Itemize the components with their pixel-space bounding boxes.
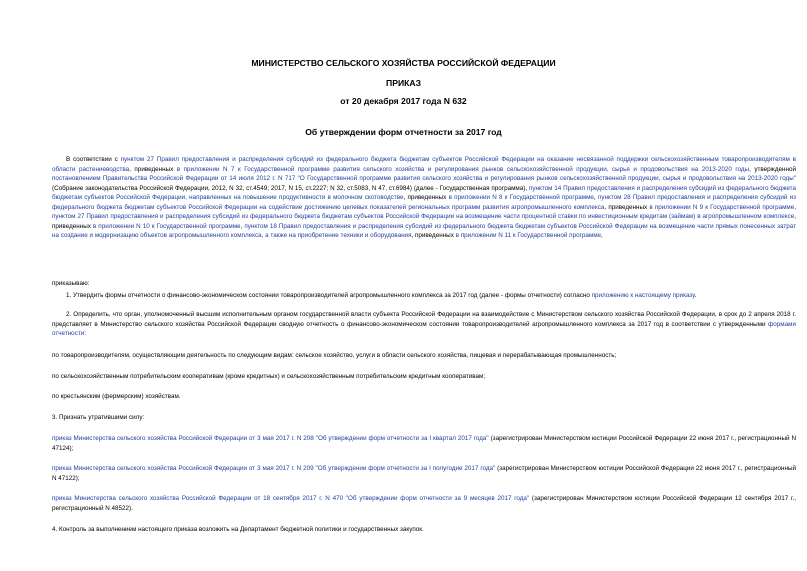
preamble-link[interactable]: в приложении N 11 к Государственной программе [455,232,602,239]
preamble-text: , [601,232,603,239]
preamble-link[interactable]: постановлением Правительства Российской Федерации от 14 июля 2012 г. N 717 "О Государственной программе развития сельского хозяйства и регулирования рынков сельскохозяйственной продукции, сырья и продовольствия на 2013-2020 годы" [52,175,796,182]
ministry-heading: МИНИСТЕРСТВО СЕЛЬСКОГО ХОЗЯЙСТВА РОССИЙСКОЙ ФЕДЕРАЦИИ [251,58,556,68]
preamble-text: (Собрание законодательства Российской Федерации, 2012, N 32, ст.4549; 2017, N 15, ст.2227; N 32, ст.5083, N 47, ст.6984) (далее - Государственная программа), [52,184,529,192]
preamble-text: В соответствии с [66,156,121,163]
preamble-text: , приведенных [403,194,449,201]
document-type: ПРИКАЗ [386,78,421,88]
preamble-link[interactable]: пунктом 14 Правил предоставления и распределения субсидий из федерального бюджета бюджетам субъектов Российской Федерации, направленных на повышение продуктивности в молочном скотоводстве [52,184,796,201]
preamble-text: , утвержденной [749,165,796,173]
preamble-link[interactable]: пунктом 27 Правил предоставления и распределения субсидий из федерального бюджета бюджетам субъектов Российской Федерации на возмещение части процентной ставки по инвестиционным кредитам (займам) в агропромышленном комплексе [52,213,795,220]
item-2-text: 2. Определить, что орган, уполномоченный высшим исполнительным органом государственной власти субъекта Российской Федерации на взаимодействие с Министерством сельского хозяйства Российской Федерации, в срок до 2 апреля 2018 г. представляет в Министерство сельского хозяйства Российской Федерации сводную отчетность о финансово-экономическом состоянии товаропроизводителей агропромышленного комплекса за 2017 год в соответствии с утвержденными [52,311,796,328]
repealed-order-item [52,464,796,483]
item-1-text: 1. Утвердить формы отчетности о финансово-экономическом состоянии товаропроизводителей агропромышленного комплекса за 2017 год (далее - формы отчетности) согласно [66,292,592,299]
repealed-order-details: (зарегистрирован Министерством юстиции Российской Федерации 22 июня 2017 г., регистрационный N 47122); [52,465,796,482]
preamble-link[interactable]: в приложении N 8 к Государственной программе [448,194,594,201]
repealed-order-details: (зарегистрирован Министерством юстиции Российской Федерации 22 июня 2017 г., регистрационный N 47124); [52,435,796,452]
repealed-order-item [52,434,796,453]
preamble-link[interactable]: пунктом 27 Правил предоставления и распределения субсидий из федерального бюджета бюджетам субъектов Российской Федерации на оказание несвязанной поддержки сельскохозяйственным товаропроизводителям в области растениеводства [52,156,797,173]
preamble-text: , [794,203,796,211]
preamble-text: , приведенных [411,232,456,239]
preamble-text: , [240,222,245,230]
repealed-order-link[interactable]: приказ Министерства сельского хозяйства Российской Федерации от 3 мая 2017 г. N 208 "Об утверждении форм отчетности за I квартал 2017 года" [52,435,489,442]
item-2-list-item: по товаропроизводителям, осуществляющим деятельность по следующим видам: сельское хозяйство, услуги в области сельского хозяйства, пищевая и перерабатывающая промышленность; [52,352,617,359]
preamble-paragraph [52,155,796,241]
document-title: Об утверждении форм отчетности за 2017 год [305,127,502,137]
report-forms-link[interactable]: формами отчетности [52,320,796,337]
appendix-link[interactable]: приложению к настоящему приказу [591,292,695,299]
preamble-link[interactable]: в приложении N 7 к Государственной программе развития сельского хозяйства и регулирования рынков сельскохозяйственной продукции, сырья и продовольствия на 2013-2020 годы [176,165,750,173]
order-word: приказываю: [52,280,90,287]
preamble-link[interactable]: пунктом 28 Правил предоставления и распределения субсидий из федерального бюджета бюджетам субъектов Российской Федерации на содействие достижению целевых показателей региональных программ развития агропромышленного комплекса [52,194,797,211]
preamble-text: , приведенных [52,213,796,230]
repealed-order-link[interactable]: приказ Министерства сельского хозяйства Российской Федерации от 3 мая 2017 г. N 209 "Об утверждении форм отчетности за I полугодие 2017 года" [52,465,496,472]
item-1-end: . [694,292,697,299]
repealed-order-item [52,494,796,513]
item-4: 4. Контроль за выполнением настоящего приказа возложить на Департамент бюджетной политики и государственных закупок. [52,526,424,533]
item-2-list-item: по крестьянским (фермерским) хозяйствам. [52,393,181,400]
preamble-text: , приведенных [129,165,177,173]
preamble-link[interactable]: пунктом 18 Правил предоставления и распределения субсидий из федерального бюджета бюджетам субъектов Российской Федерации на возмещение части прямых понесенных затрат на создание и модернизацию объектов агропромышленного комплекса, а также на приобретение техники и оборудования [52,222,797,239]
item-3-heading: 3. Признать утратившими силу: [52,414,145,421]
preamble-text: , [593,194,598,201]
preamble-text: , приведенных [604,203,650,211]
item-1 [52,291,796,301]
preamble-link[interactable]: в приложении N 9 к Государственной программе [649,203,795,211]
repealed-order-details: (зарегистрирован Министерством юстиции Российской Федерации 12 сентября 2017 г., регистрационный N 48522). [52,495,796,512]
item-2-end: : [84,330,86,337]
item-2 [52,310,796,339]
preamble-link[interactable]: в приложении N 10 к Государственной программе [92,222,241,230]
repealed-order-link[interactable]: приказ Министерства сельского хозяйства Российской Федерации от 18 сентября 2017 г. N 470 "Об утверждении форм отчетности за 9 месяцев 2017 года" [52,495,530,502]
item-2-list-item: по сельскохозяйственным потребительским кооперативам (кроме кредитных) и сельскохозяйственным потребительским кредитным кооперативам; [52,373,486,380]
document-date-number: от 20 декабря 2017 года N 632 [340,96,467,106]
